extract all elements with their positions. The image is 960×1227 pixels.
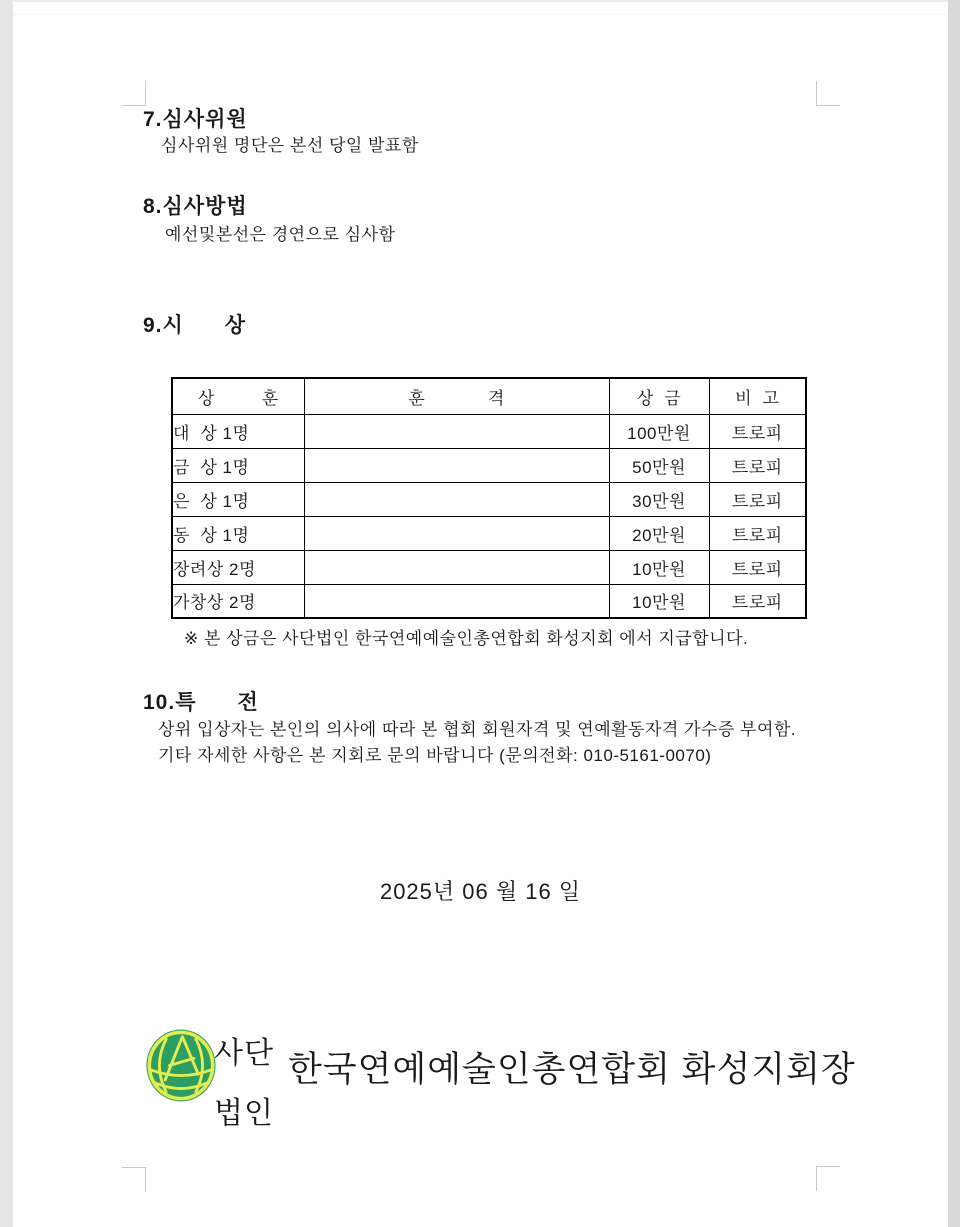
margin-corner-mark-top-right [816,81,840,106]
section-10-heading: 10.특 전 [143,691,259,714]
award-grade [304,448,609,482]
table-row [172,584,806,618]
award-note: 트로피 [709,516,806,550]
award-prize: 30만원 [609,482,709,516]
award-grade [304,550,609,584]
award-table-footnote: ※ 본 상금은 사단법인 한국연예예술인총연합회 화성지회 에서 지급합니다. [184,629,749,648]
date-line: 2025년 06 월 16 일 [379,879,582,904]
margin-corner-mark-bottom-right [816,1166,840,1191]
award-note: 트로피 [709,550,806,584]
award-grade [304,516,609,550]
canvas-edge-top [13,0,948,2]
section-7-heading: 7.심사위원 [143,108,248,131]
award-table [171,377,807,619]
association-seal-icon [145,1028,217,1103]
award-name: 금 상 1명 [172,448,304,482]
award-prize: 50만원 [609,448,709,482]
section-8-body: 예선및본선은 경연으로 심사함 [165,225,396,244]
footer-signature: 한국연예예술인총연합회 화성지회장 [288,1050,856,1089]
canvas-edge-left [0,0,13,1227]
award-name: 대 상 1명 [172,414,304,448]
section-10-body-line2: 기타 자세한 사항은 본 지회로 문의 바랍니다 (문의전화: 010-5161-0070) [158,746,712,765]
canvas-edge-top-line [13,14,948,15]
award-note: 트로피 [709,448,806,482]
award-note: 트로피 [709,482,806,516]
table-row [172,414,806,448]
award-table-header-prize: 상 금 [609,378,709,414]
award-table-header-grade: 훈 격 [304,378,609,414]
award-prize: 100만원 [609,414,709,448]
table-row [172,448,806,482]
section-9-heading: 9.시 상 [143,314,247,337]
table-row [172,516,806,550]
award-table-header-row [172,378,806,414]
section-10-body-line1: 상위 입상자는 본인의 의사에 따라 본 협회 회원자격 및 연예활동자격 가수증 부여함. [158,720,797,739]
award-prize: 20만원 [609,516,709,550]
section-8-heading: 8.심사방법 [143,195,248,218]
award-name: 가창상 2명 [172,584,304,618]
section-7-body: 심사위원 명단은 본선 당일 발표함 [161,136,419,155]
award-table-header-note: 비 고 [709,378,806,414]
award-note: 트로피 [709,584,806,618]
award-grade [304,482,609,516]
margin-corner-mark-bottom-left [122,1167,146,1192]
association-logo [145,1028,217,1103]
footer-org-type-line1: 사단 [214,1037,274,1070]
footer-org-type-line2: 법인 [214,1097,274,1130]
award-prize: 10만원 [609,550,709,584]
footer-org-type [214,1024,274,1144]
award-name: 장려상 2명 [172,550,304,584]
award-grade [304,584,609,618]
award-name: 은 상 1명 [172,482,304,516]
award-grade [304,414,609,448]
canvas-edge-right [948,0,960,1227]
award-note: 트로피 [709,414,806,448]
award-table-header-award: 상 훈 [172,378,304,414]
award-prize: 10만원 [609,584,709,618]
table-row [172,550,806,584]
table-row [172,482,806,516]
award-name: 동 상 1명 [172,516,304,550]
